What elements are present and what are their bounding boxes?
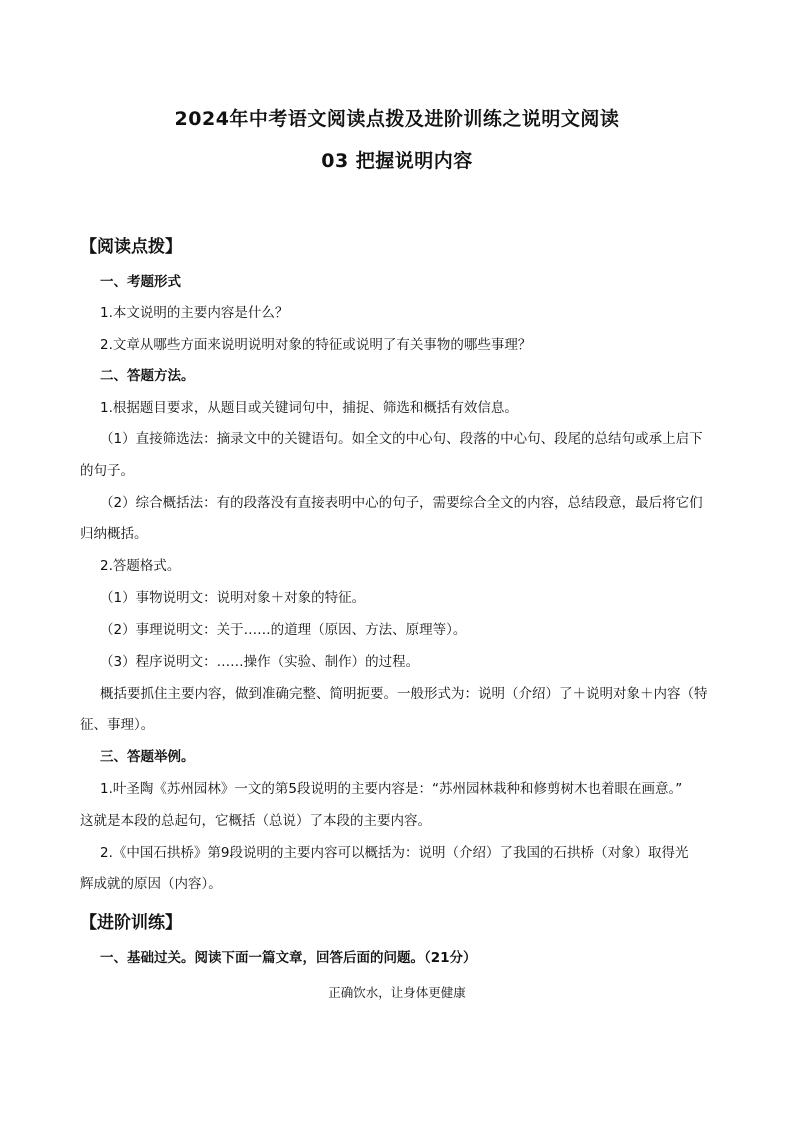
method-direct-line-2: 的句子。 bbox=[80, 463, 134, 479]
format-note-line-2: 征、事理）。 bbox=[80, 717, 155, 733]
section-1-title: 一、考题形式 bbox=[100, 274, 181, 290]
format-reason: （2）事理说明文：关于……的道理（原因、方法、原理等）。 bbox=[100, 622, 467, 638]
method-intro: 1.根据题目要求，从题目或关键词句中，捕捉、筛选和概括有效信息。 bbox=[100, 400, 518, 416]
example-2-line-1: 2.《中国石拱桥》第9段说明的主要内容可以概括为：说明（介绍）了我国的石拱桥（对象）取得光 bbox=[100, 845, 689, 861]
document-title: 2024年中考语文阅读点拨及进阶训练之说明文阅读 bbox=[174, 108, 620, 130]
example-2-line-2: 辉成就的原因（内容）。 bbox=[80, 876, 222, 892]
example-1-line-1: 1.叶圣陶《苏州园林》一文的第5段说明的主要内容是：“苏州园林栽种和修剪树木也着眼在画意。” bbox=[100, 781, 683, 797]
training-task: 一、基础过关。阅读下面一篇文章，回答后面的问题。（21分） bbox=[100, 950, 477, 966]
question-form-2: 2.文章从哪些方面来说明说明对象的特征或说明了有关事物的哪些事理？ bbox=[100, 337, 532, 353]
answer-format-title: 2.答题格式。 bbox=[100, 558, 181, 574]
format-thing: （1）事物说明文：说明对象＋对象的特征。 bbox=[100, 590, 366, 606]
method-summary-line-1: （2）综合概括法：有的段落没有直接表明中心的句子，需要综合全文的内容，总结段意，最后将它们 bbox=[100, 495, 703, 511]
essay-title: 正确饮水，让身体更健康 bbox=[328, 985, 466, 1000]
format-procedure: （3）程序说明文：……操作（实验、制作）的过程。 bbox=[100, 654, 420, 670]
section-2-title: 二、答题方法。 bbox=[100, 368, 195, 384]
method-summary-line-2: 归纳概括。 bbox=[80, 526, 148, 542]
method-direct-line-1: （1）直接筛选法：摘录文中的关键语句。如全文的中心句、段落的中心句、段尾的总结句或承上启下 bbox=[100, 431, 703, 447]
section-3-title: 三、答题举例。 bbox=[100, 749, 195, 765]
reading-guide-heading: 【阅读点拨】 bbox=[80, 237, 182, 257]
example-1-line-2: 这就是本段的总起句，它概括（总说）了本段的主要内容。 bbox=[80, 813, 431, 829]
question-form-1: 1.本文说明的主要内容是什么？ bbox=[100, 305, 289, 321]
advanced-training-heading: 【进阶训练】 bbox=[80, 913, 182, 933]
document-subtitle: 03 把握说明内容 bbox=[321, 150, 473, 172]
format-note-line-1: 概括要抓住主要内容，做到准确完整、简明扼要。一般形式为：说明（介绍）了＋说明对象＋内容（特 bbox=[100, 686, 708, 702]
